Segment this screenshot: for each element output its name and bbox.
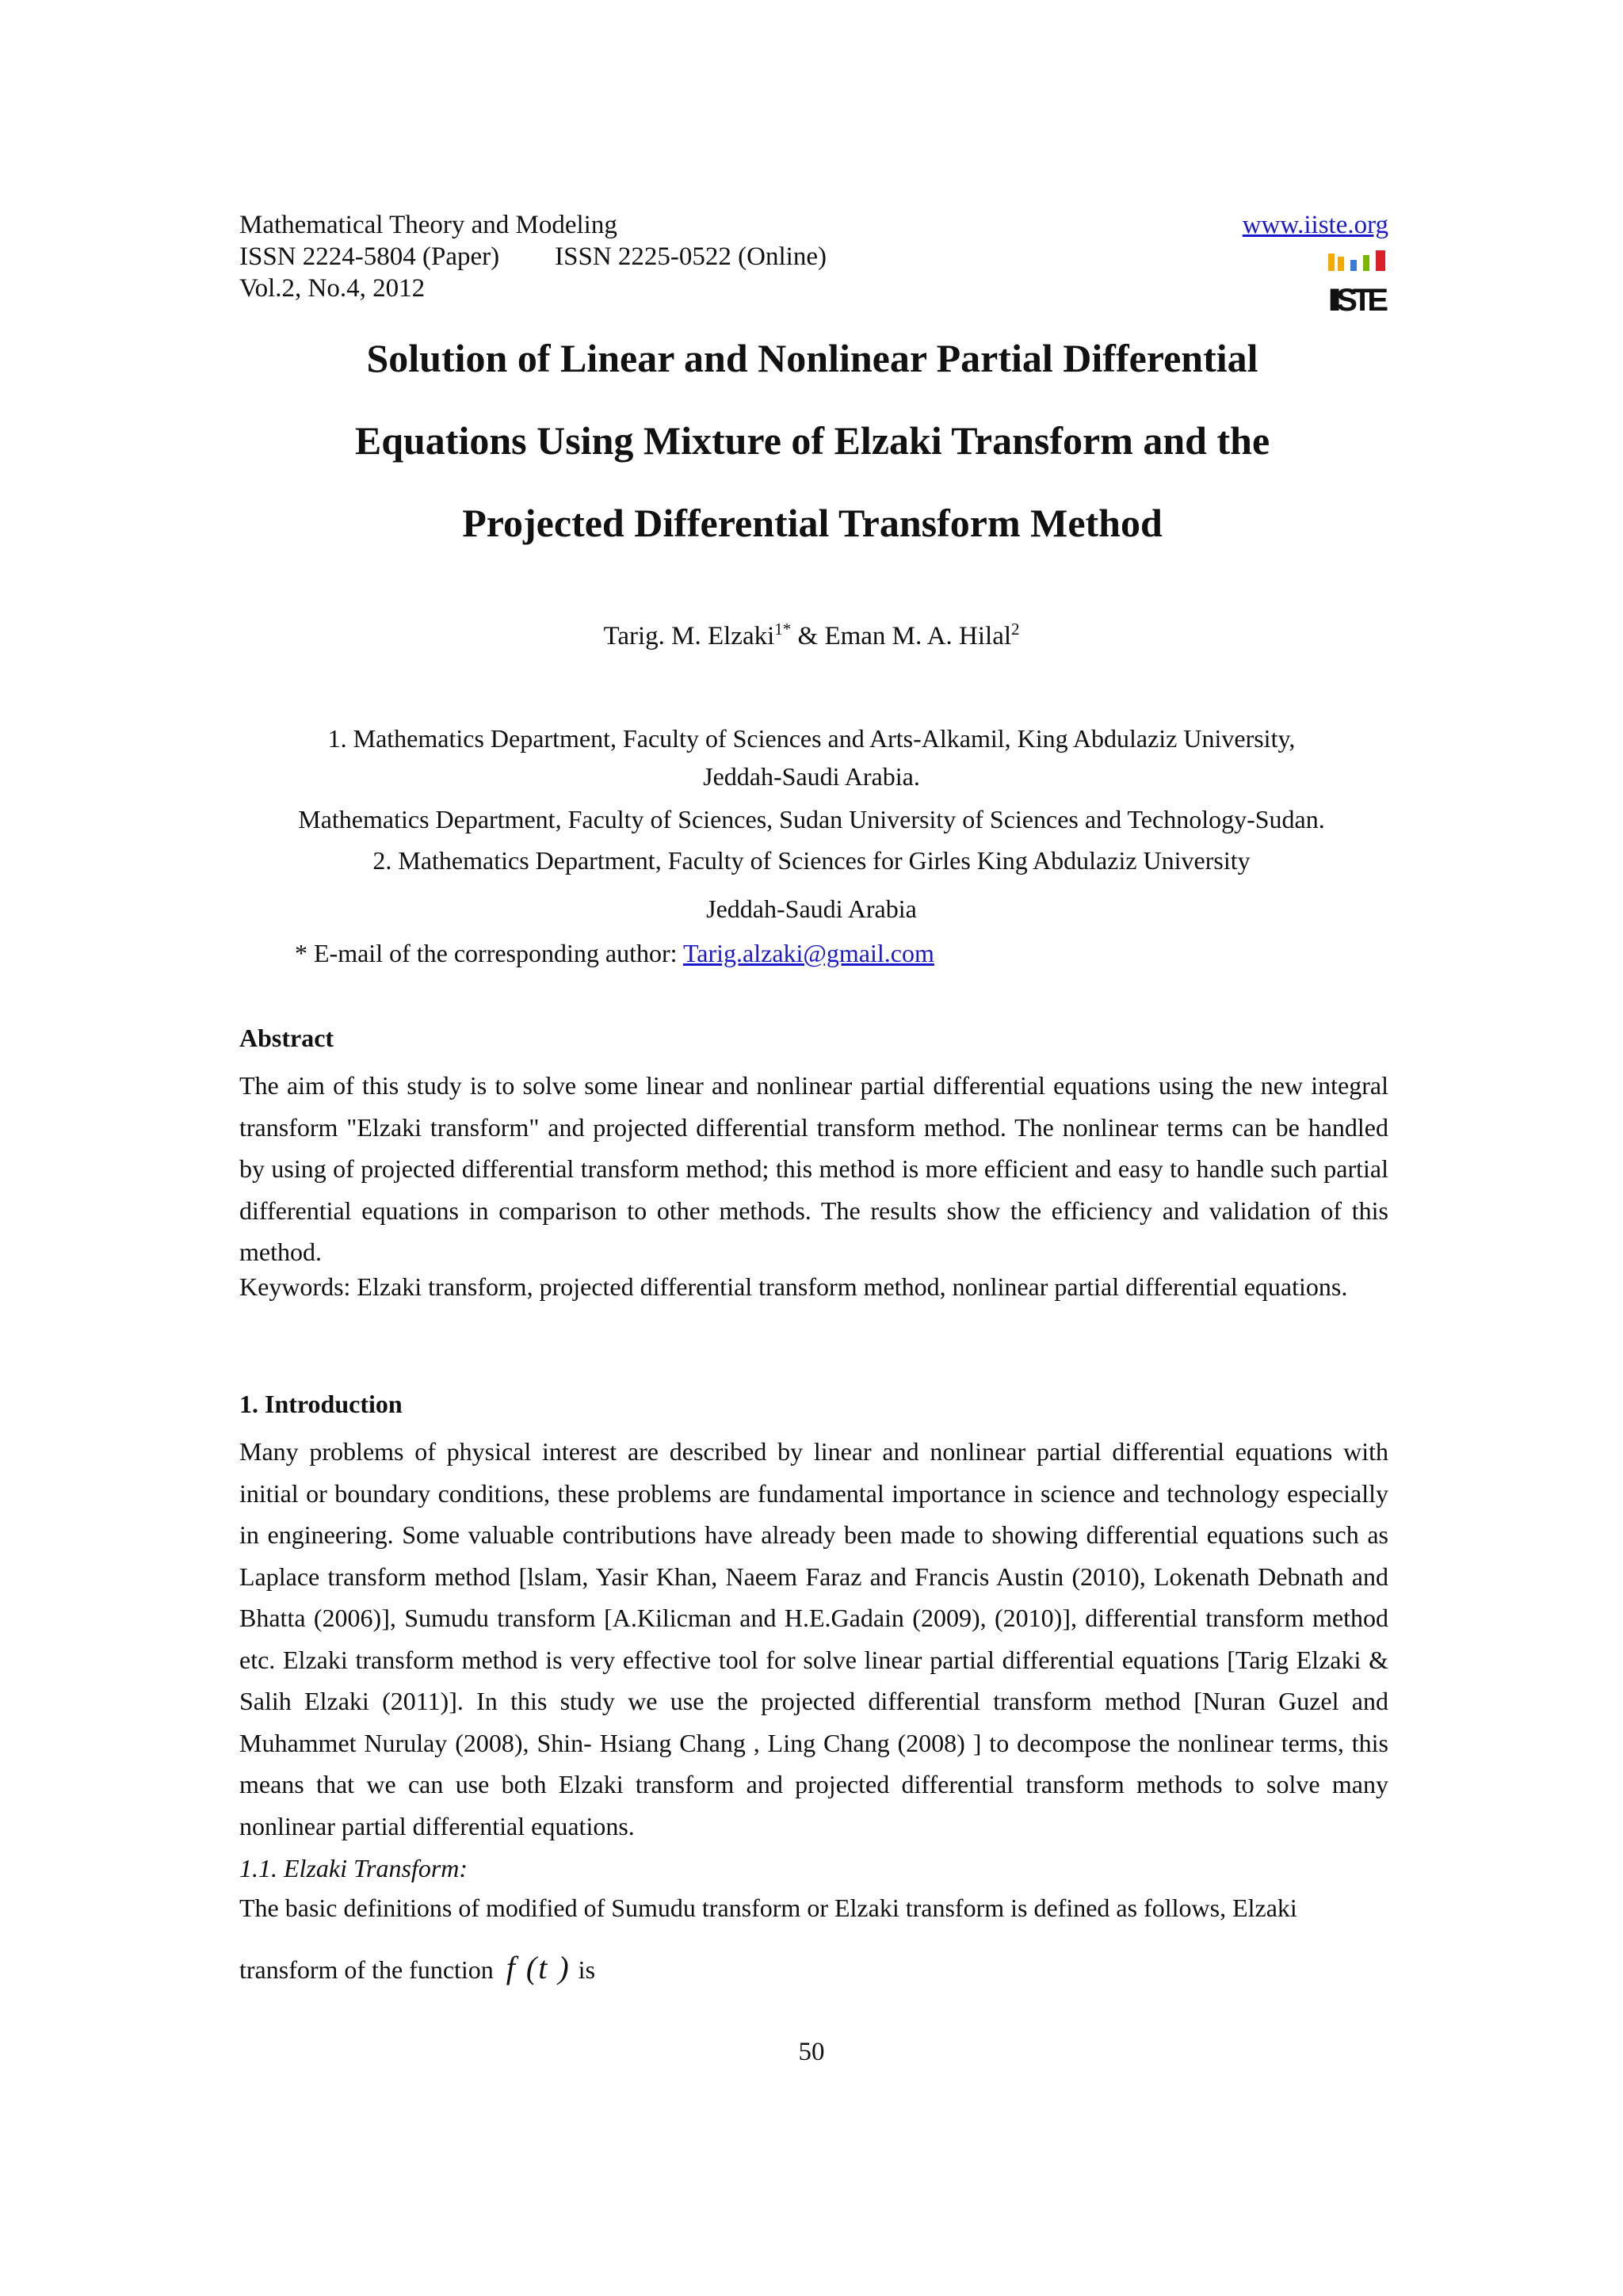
title-line-1: Solution of Linear and Nonlinear Partial Differential [366, 336, 1258, 380]
logo-lettering: IISTE [1328, 283, 1388, 314]
corresponding-email [295, 936, 934, 970]
issn-paper: ISSN 2224-5804 (Paper) [239, 242, 500, 271]
issn-line [239, 241, 827, 273]
email-link[interactable]: Tarig.alzaki@gmail.com [682, 939, 934, 967]
page-number: 50 [798, 2038, 825, 2066]
issn-online: ISSN 2225-0522 (Online) [555, 242, 827, 271]
abstract-heading: Abstract [239, 1024, 334, 1052]
paper-title [206, 317, 1419, 564]
iiste-logo [1327, 249, 1390, 314]
author-line [0, 616, 1623, 656]
definition-end-text: transform of the function [239, 1955, 494, 1984]
affiliation-2-line-1: 2. Mathematics Department, Faculty of Sciences for Girles King Abdulaziz University [372, 846, 1251, 875]
author-2-affiliation-mark: 2 [1011, 620, 1020, 639]
affiliation-1-line-2: Jeddah-Saudi Arabia. [703, 762, 920, 791]
introduction-text: Many problems of physical interest are described by linear and nonlinear partial differential equations with initial or boundary conditions, these problems are fundamental importance in science and technology especially in engineering. Some valuable contributions have already been made to showing differential equations such as Laplace transform method [lslam, Yasir Khan, Naeem Faraz and Francis Austin (2010), Lokenath Debnath and Bhatta (2006)], Sumudu transform [A.Kilicman and H.E.Gadain (2009), (2010)], differential transform method etc. Elzaki transform method is very effective tool for solve linear partial differential equations [Tarig Elzaki & Salih Elzaki (2011)]. In this study we use the projected differential transform method [Nuran Guzel and Muhammet Nurulay (2008), Shin- Hsiang Chang , Ling Chang (2008) ] to decompose the nonlinear terms, this means that we can use both Elzaki transform and projected differential transform methods to solve many nonlinear partial differential equations. [239, 1437, 1388, 1840]
title-line-3: Projected Differential Transform Method [462, 501, 1163, 545]
definition-end-word: is [578, 1955, 596, 1984]
affiliation-1-line-1: 1. Mathematics Department, Faculty of Sciences and Arts-Alkamil, King Abdulaziz University, [327, 724, 1296, 753]
keywords: Keywords: Elzaki transform, projected differential transform method, nonlinear partial differential equations. [239, 1272, 1348, 1301]
journal-name: Mathematical Theory and Modeling [239, 211, 617, 239]
volume-info: Vol.2, No.4, 2012 [239, 274, 426, 303]
affiliation-2-line-2: Jeddah-Saudi Arabia [706, 894, 917, 923]
author-1: Tarig. M. Elzaki [603, 622, 775, 650]
definition-end [239, 1947, 1388, 1990]
journal-url-link[interactable]: www.iiste.org [1242, 211, 1388, 239]
title-line-2: Equations Using Mixture of Elzaki Transform and the [354, 418, 1270, 463]
introduction-heading: 1. Introduction [239, 1390, 403, 1418]
affiliation-1-line-3: Mathematics Department, Faculty of Sciences, Sudan University of Sciences and Technology-Sudan. [298, 805, 1325, 833]
journal-header [239, 209, 827, 304]
abstract-text: The aim of this study is to solve some linear and nonlinear partial differential equations using the new integral transform "Elzaki transform" and projected differential transform method. The nonlinear terms can be handled by using of projected differential transform method; this method is more efficient and easy to handle such partial differential equations in comparison to other methods. The results show the efficiency and validation of this method. [239, 1071, 1388, 1266]
definition-text: The basic definitions of modified of Sumudu transform or Elzaki transform is defined as follows, Elzaki [239, 1894, 1297, 1922]
author-separator: & [791, 622, 825, 650]
author-2: Eman M. A. Hilal [824, 622, 1012, 650]
email-label: * E-mail of the corresponding author: [295, 939, 683, 967]
author-1-affiliation-mark: 1* [774, 620, 792, 639]
function-f-of-t: f (t ) [506, 1950, 571, 1985]
subsection-heading: 1.1. Elzaki Transform: [239, 1854, 468, 1882]
